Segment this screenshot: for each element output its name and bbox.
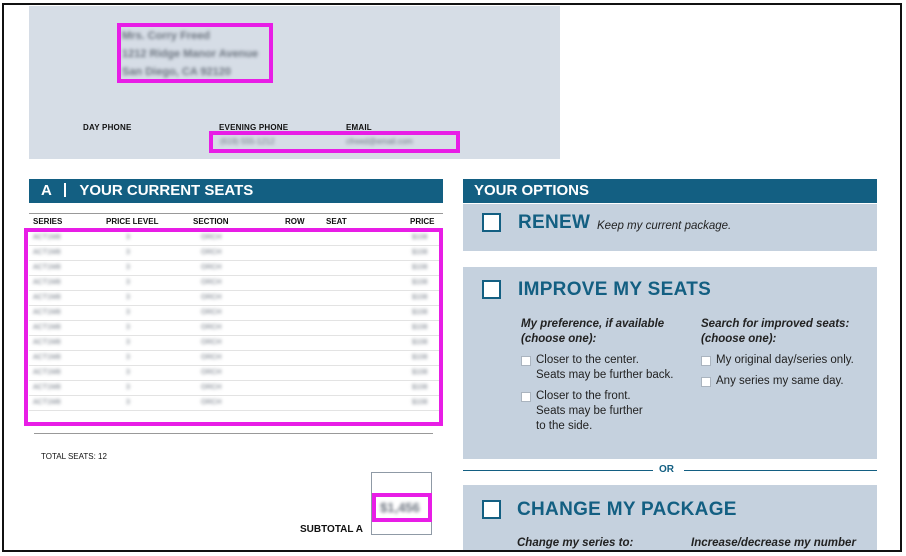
preference-heading-line2: (choose one): — [521, 333, 597, 345]
or-rule-left — [463, 470, 653, 471]
or-label: OR — [659, 464, 674, 475]
or-rule-right — [684, 470, 877, 471]
seat-series: ACT1M8 — [33, 309, 61, 316]
seat-price-level: 3 — [126, 354, 130, 361]
closer-front-option — [536, 389, 643, 434]
seat-price-level: 3 — [126, 324, 130, 331]
evening-phone-value: (619) 555-1212 — [220, 137, 275, 146]
preference-heading-line1: My preference, if available — [521, 318, 665, 330]
seat-price-level: 3 — [126, 234, 130, 241]
change-series-heading: Change my series to: — [517, 537, 634, 549]
improve-checkbox[interactable] — [482, 280, 501, 299]
seat-price: $108 — [412, 309, 428, 316]
subtotal-label: SUBTOTAL A — [300, 524, 363, 535]
email-value: cfreed@email.com — [346, 137, 413, 146]
closer-front-line1: Closer to the front. — [536, 390, 631, 402]
seat-section: ORCH — [201, 249, 222, 256]
original-series-checkbox[interactable] — [701, 356, 711, 366]
seat-section: ORCH — [201, 264, 222, 271]
seat-price-level: 3 — [126, 249, 130, 256]
section-letter: A — [41, 182, 52, 199]
col-price-level: PRICE LEVEL — [106, 217, 159, 226]
address-name: Mrs. Corry Freed — [122, 30, 211, 42]
table-header-rule — [29, 213, 443, 214]
seat-price: $108 — [412, 399, 428, 406]
change-title: CHANGE MY PACKAGE — [517, 499, 737, 520]
seat-section: ORCH — [201, 339, 222, 346]
seat-price: $108 — [412, 249, 428, 256]
seat-section: ORCH — [201, 399, 222, 406]
seat-price: $108 — [412, 279, 428, 286]
seat-section: ORCH — [201, 279, 222, 286]
seat-series: ACT1M8 — [33, 264, 61, 271]
seat-price: $108 — [412, 234, 428, 241]
change-checkbox[interactable] — [482, 500, 501, 519]
seat-series: ACT1M8 — [33, 279, 61, 286]
col-price: PRICE — [410, 217, 435, 226]
seat-price-level: 3 — [126, 399, 130, 406]
seat-price: $108 — [412, 384, 428, 391]
seat-series: ACT1M8 — [33, 399, 61, 406]
seat-price-level: 3 — [126, 294, 130, 301]
col-section: SECTION — [193, 217, 229, 226]
seat-series: ACT1M8 — [33, 369, 61, 376]
seat-price-level: 3 — [126, 369, 130, 376]
seat-price: $108 — [412, 324, 428, 331]
seat-section: ORCH — [201, 294, 222, 301]
search-heading-line2: (choose one): — [701, 333, 777, 345]
improve-title: IMPROVE MY SEATS — [518, 279, 712, 300]
seat-price: $108 — [412, 264, 428, 271]
seat-section: ORCH — [201, 384, 222, 391]
closer-center-line1: Closer to the center. — [536, 354, 639, 366]
current-seats-header — [29, 179, 443, 203]
col-row: ROW — [285, 217, 305, 226]
seat-series: ACT1M8 — [33, 234, 61, 241]
preference-heading — [521, 317, 664, 347]
day-phone-label: DAY PHONE — [83, 123, 132, 132]
current-seats-title: YOUR CURRENT SEATS — [79, 182, 254, 199]
seat-section: ORCH — [201, 369, 222, 376]
options-header — [463, 179, 877, 203]
seat-price-level: 3 — [126, 279, 130, 286]
renew-title: RENEW — [518, 212, 591, 233]
seat-section: ORCH — [201, 234, 222, 241]
phone-email-highlight — [209, 131, 460, 153]
subtotal-value: $1,456 — [380, 500, 420, 515]
search-heading-line1: Search for improved seats: — [701, 318, 850, 330]
seat-series: ACT1M8 — [33, 384, 61, 391]
evening-phone-label: EVENING PHONE — [219, 123, 289, 132]
options-title: YOUR OPTIONS — [474, 182, 590, 199]
total-rule — [34, 433, 433, 434]
col-series: SERIES — [33, 217, 63, 226]
closer-center-option — [536, 353, 673, 383]
seat-price: $108 — [412, 369, 428, 376]
seat-series: ACT1M8 — [33, 294, 61, 301]
any-series-option: Any series my same day. — [716, 375, 844, 387]
header-divider — [64, 183, 66, 197]
seat-price-level: 3 — [126, 339, 130, 346]
seat-section: ORCH — [201, 354, 222, 361]
seat-series: ACT1M8 — [33, 249, 61, 256]
address-street: 1212 Ridge Manor Avenue — [122, 48, 259, 60]
seat-price-level: 3 — [126, 309, 130, 316]
change-number-heading: Increase/decrease my number — [691, 537, 856, 549]
seat-price: $108 — [412, 354, 428, 361]
any-series-checkbox[interactable] — [701, 377, 711, 387]
seat-section: ORCH — [201, 324, 222, 331]
seat-price: $108 — [412, 339, 428, 346]
email-label: EMAIL — [346, 123, 372, 132]
seat-price-level: 3 — [126, 384, 130, 391]
seat-series: ACT1M8 — [33, 354, 61, 361]
seat-section: ORCH — [201, 309, 222, 316]
original-series-option: My original day/series only. — [716, 354, 854, 366]
closer-front-line3: to the side. — [536, 420, 593, 432]
total-seats: TOTAL SEATS: 12 — [41, 452, 107, 461]
address-highlight — [117, 23, 273, 83]
address-city: San Diego, CA 92120 — [122, 66, 232, 78]
search-heading — [701, 317, 849, 347]
closer-front-checkbox[interactable] — [521, 392, 531, 402]
closer-center-checkbox[interactable] — [521, 356, 531, 366]
renew-checkbox[interactable] — [482, 213, 501, 232]
seat-price-level: 3 — [126, 264, 130, 271]
seat-table-highlight — [24, 228, 443, 426]
closer-center-line2: Seats may be further back. — [536, 369, 674, 381]
col-seat: SEAT — [326, 217, 347, 226]
seat-series: ACT1M8 — [33, 339, 61, 346]
subtotal-highlight — [372, 493, 432, 522]
renew-description: Keep my current package. — [597, 220, 732, 232]
seat-series: ACT1M8 — [33, 324, 61, 331]
closer-front-line2: Seats may be further — [536, 405, 643, 417]
seat-price: $108 — [412, 294, 428, 301]
